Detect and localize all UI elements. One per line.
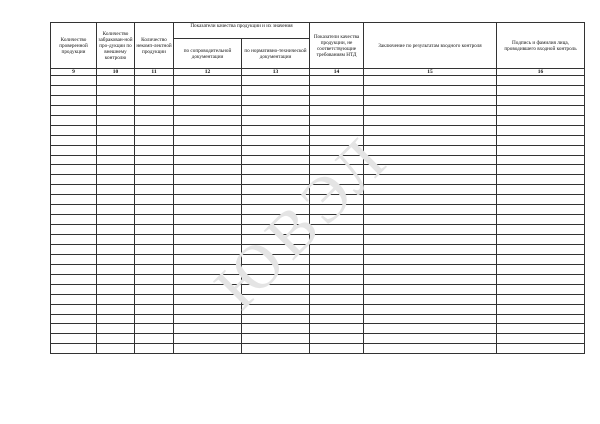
table-cell — [497, 244, 585, 254]
table-cell — [135, 284, 174, 294]
table-cell — [497, 344, 585, 354]
table-cell — [497, 125, 585, 135]
table-row — [51, 304, 585, 314]
table-row — [51, 254, 585, 264]
table-cell — [497, 324, 585, 334]
table-cell — [174, 95, 242, 105]
table-cell — [497, 95, 585, 105]
table-cell — [174, 264, 242, 274]
table-cell — [310, 254, 364, 264]
table-cell — [174, 135, 242, 145]
table-cell — [310, 244, 364, 254]
table-cell — [242, 294, 310, 304]
table-row — [51, 115, 585, 125]
table-cell — [174, 254, 242, 264]
table-cell — [364, 344, 497, 354]
table-row — [51, 314, 585, 324]
column-number: 16 — [497, 69, 585, 76]
table-cell — [135, 175, 174, 185]
table-cell — [51, 274, 97, 284]
table-row — [51, 165, 585, 175]
table-row — [51, 155, 585, 165]
table-row — [51, 105, 585, 115]
table-cell — [174, 304, 242, 314]
table-cell — [135, 145, 174, 155]
column-number: 13 — [242, 69, 310, 76]
table-cell — [364, 105, 497, 115]
table-cell — [135, 294, 174, 304]
table-cell — [174, 235, 242, 245]
table-cell — [310, 185, 364, 195]
table-cell — [310, 155, 364, 165]
table-cell — [364, 304, 497, 314]
table-cell — [364, 225, 497, 235]
table-cell — [242, 175, 310, 185]
table-cell — [364, 165, 497, 175]
table-cell — [242, 274, 310, 284]
table-row — [51, 344, 585, 354]
table-cell — [242, 145, 310, 155]
table-cell — [242, 324, 310, 334]
table-cell — [135, 195, 174, 205]
table-cell — [97, 85, 135, 95]
table-cell — [51, 344, 97, 354]
table-row — [51, 85, 585, 95]
table-cell — [174, 225, 242, 235]
table-cell — [97, 95, 135, 105]
table-cell — [310, 284, 364, 294]
table-cell — [174, 105, 242, 115]
table-cell — [174, 175, 242, 185]
table-cell — [497, 195, 585, 205]
table-cell — [310, 225, 364, 235]
table-cell — [242, 195, 310, 205]
table-cell — [51, 85, 97, 95]
table-cell — [97, 304, 135, 314]
table-cell — [174, 344, 242, 354]
table-cell — [51, 76, 97, 86]
table-cell — [51, 155, 97, 165]
table-row — [51, 195, 585, 205]
table-cell — [51, 195, 97, 205]
table-cell — [242, 334, 310, 344]
table-cell — [97, 294, 135, 304]
table-cell — [364, 115, 497, 125]
table-cell — [497, 185, 585, 195]
table-cell — [97, 274, 135, 284]
table-cell — [51, 264, 97, 274]
table-cell — [497, 334, 585, 344]
table-cell — [497, 235, 585, 245]
table-cell — [51, 225, 97, 235]
table-cell — [51, 105, 97, 115]
table-cell — [97, 334, 135, 344]
table-cell — [174, 115, 242, 125]
table-row — [51, 145, 585, 155]
table-cell — [51, 284, 97, 294]
table-cell — [364, 195, 497, 205]
table-cell — [97, 155, 135, 165]
table-cell — [310, 324, 364, 334]
table-cell — [364, 85, 497, 95]
table-cell — [97, 264, 135, 274]
table-cell — [135, 105, 174, 115]
table-cell — [497, 85, 585, 95]
table-cell — [242, 284, 310, 294]
table-cell — [364, 244, 497, 254]
table-cell — [497, 274, 585, 284]
table-cell — [310, 125, 364, 135]
table-cell — [310, 145, 364, 155]
table-cell — [242, 165, 310, 175]
table-cell — [97, 125, 135, 135]
table-row — [51, 185, 585, 195]
table-cell — [497, 215, 585, 225]
table-cell — [135, 115, 174, 125]
table-cell — [97, 145, 135, 155]
table-cell — [497, 254, 585, 264]
table-cell — [364, 235, 497, 245]
table-cell — [97, 185, 135, 195]
table-row — [51, 215, 585, 225]
table-cell — [364, 215, 497, 225]
table-cell — [310, 314, 364, 324]
table-cell — [310, 294, 364, 304]
table-cell — [242, 235, 310, 245]
table-cell — [174, 205, 242, 215]
table-cell — [174, 155, 242, 165]
table-cell — [51, 115, 97, 125]
table-cell — [242, 105, 310, 115]
table-cell — [364, 284, 497, 294]
table-cell — [310, 264, 364, 274]
table-cell — [242, 244, 310, 254]
table-cell — [97, 244, 135, 254]
table-row — [51, 135, 585, 145]
table-cell — [242, 155, 310, 165]
header-by-accompanying-docs: по сопроводительной документации — [174, 39, 242, 69]
table-cell — [135, 314, 174, 324]
column-number: 10 — [97, 69, 135, 76]
table-cell — [51, 334, 97, 344]
table-cell — [135, 235, 174, 245]
table-cell — [242, 215, 310, 225]
table-cell — [97, 135, 135, 145]
table-cell — [497, 264, 585, 274]
header-quality-indicators-group: Показатели качества продукции и их значения — [174, 23, 310, 39]
table-cell — [242, 264, 310, 274]
table-cell — [242, 115, 310, 125]
table-cell — [242, 185, 310, 195]
table-cell — [310, 95, 364, 105]
table-cell — [310, 215, 364, 225]
table-cell — [310, 105, 364, 115]
table-cell — [364, 125, 497, 135]
table-cell — [135, 76, 174, 86]
table-cell — [51, 235, 97, 245]
table-cell — [97, 215, 135, 225]
table-cell — [364, 314, 497, 324]
table-cell — [97, 225, 135, 235]
watermark: ЮВЭЛ — [200, 120, 403, 323]
table-cell — [135, 344, 174, 354]
table-cell — [310, 334, 364, 344]
table-cell — [135, 165, 174, 175]
table-cell — [364, 205, 497, 215]
table-cell — [310, 195, 364, 205]
table-cell — [174, 334, 242, 344]
table-cell — [310, 76, 364, 86]
table-cell — [97, 344, 135, 354]
table-cell — [51, 135, 97, 145]
table-cell — [174, 215, 242, 225]
table-cell — [174, 185, 242, 195]
table-row — [51, 235, 585, 245]
table-cell — [51, 215, 97, 225]
table-cell — [174, 85, 242, 95]
table-cell — [242, 225, 310, 235]
table-cell — [97, 235, 135, 245]
table-cell — [364, 294, 497, 304]
table-cell — [310, 344, 364, 354]
table-cell — [242, 95, 310, 105]
header-conclusion: Заключение по результатам входного контроля — [364, 23, 497, 69]
table-body — [51, 76, 585, 354]
table-cell — [135, 85, 174, 95]
table-cell — [242, 304, 310, 314]
table-cell — [364, 145, 497, 155]
table-cell — [51, 294, 97, 304]
table-cell — [51, 254, 97, 264]
column-number: 14 — [310, 69, 364, 76]
table-cell — [51, 165, 97, 175]
table-cell — [364, 264, 497, 274]
table-cell — [135, 274, 174, 284]
table-cell — [51, 314, 97, 324]
header-checked-quantity: Количество проверенной продукции — [51, 23, 97, 69]
table-cell — [242, 135, 310, 145]
table-cell — [497, 284, 585, 294]
inspection-log-table — [50, 22, 585, 354]
table-cell — [242, 344, 310, 354]
header-nonconforming-indicators: Показатели качества продукции, не соответствующие требованиям НТД — [310, 23, 364, 69]
column-number: 15 — [364, 69, 497, 76]
table-cell — [51, 185, 97, 195]
table-cell — [174, 324, 242, 334]
table-cell — [364, 175, 497, 185]
table-cell — [174, 125, 242, 135]
column-number-row — [51, 69, 585, 76]
table-cell — [310, 274, 364, 284]
table-cell — [135, 304, 174, 314]
table-row — [51, 334, 585, 344]
table-cell — [242, 254, 310, 264]
table-cell — [51, 125, 97, 135]
table-cell — [135, 324, 174, 334]
table-row — [51, 225, 585, 235]
table-cell — [242, 76, 310, 86]
table-cell — [97, 284, 135, 294]
table-cell — [174, 76, 242, 86]
table-row — [51, 274, 585, 284]
table-cell — [310, 135, 364, 145]
table-cell — [310, 85, 364, 95]
table-cell — [310, 205, 364, 215]
table-cell — [135, 135, 174, 145]
table-row — [51, 264, 585, 274]
table-cell — [497, 105, 585, 115]
table-cell — [97, 205, 135, 215]
table-cell — [51, 304, 97, 314]
table-cell — [497, 314, 585, 324]
column-number: 12 — [174, 69, 242, 76]
table-cell — [135, 264, 174, 274]
table-row — [51, 294, 585, 304]
table-cell — [364, 135, 497, 145]
table-cell — [97, 324, 135, 334]
table-cell — [135, 185, 174, 195]
table-cell — [97, 115, 135, 125]
table-cell — [310, 165, 364, 175]
table-cell — [310, 304, 364, 314]
table-cell — [497, 76, 585, 86]
table-cell — [135, 225, 174, 235]
table-cell — [242, 205, 310, 215]
table-cell — [364, 185, 497, 195]
table-cell — [51, 205, 97, 215]
table-cell — [135, 215, 174, 225]
table-cell — [51, 175, 97, 185]
table-cell — [497, 155, 585, 165]
table-cell — [497, 205, 585, 215]
table-cell — [364, 254, 497, 264]
table-cell — [51, 324, 97, 334]
table-cell — [497, 175, 585, 185]
table-row — [51, 125, 585, 135]
table-cell — [497, 304, 585, 314]
table-cell — [174, 165, 242, 175]
table-cell — [310, 235, 364, 245]
table-cell — [364, 274, 497, 284]
table-cell — [364, 324, 497, 334]
column-number: 9 — [51, 69, 97, 76]
table-cell — [174, 314, 242, 324]
table-row — [51, 205, 585, 215]
table-cell — [364, 155, 497, 165]
table-cell — [242, 125, 310, 135]
table-cell — [242, 85, 310, 95]
table-cell — [135, 205, 174, 215]
table-cell — [135, 155, 174, 165]
column-number: 11 — [135, 69, 174, 76]
table-cell — [174, 274, 242, 284]
table-cell — [364, 334, 497, 344]
table-cell — [174, 294, 242, 304]
table-row — [51, 244, 585, 254]
table-cell — [174, 145, 242, 155]
table-cell — [174, 244, 242, 254]
table-cell — [97, 254, 135, 264]
table-cell — [135, 125, 174, 135]
table-cell — [97, 165, 135, 175]
table-cell — [97, 195, 135, 205]
table-cell — [135, 95, 174, 105]
table-cell — [497, 135, 585, 145]
table-cell — [51, 145, 97, 155]
table-cell — [135, 244, 174, 254]
table-cell — [310, 175, 364, 185]
header-inspector-signature: Подпись и фамилия лица, проводившего входной контроль — [497, 23, 585, 69]
table-cell — [174, 284, 242, 294]
table-row — [51, 324, 585, 334]
table-cell — [135, 254, 174, 264]
table-cell — [497, 165, 585, 175]
table-cell — [497, 225, 585, 235]
table-cell — [497, 115, 585, 125]
table-cell — [135, 334, 174, 344]
header-incomplete-quantity: Количество некомп-лектной продукции — [135, 23, 174, 69]
table-cell — [242, 314, 310, 324]
table-row — [51, 95, 585, 105]
table-cell — [497, 145, 585, 155]
table-cell — [51, 95, 97, 105]
table-cell — [174, 195, 242, 205]
table-cell — [364, 95, 497, 105]
table-cell — [51, 244, 97, 254]
table-cell — [97, 314, 135, 324]
table-cell — [497, 294, 585, 304]
header-rejected-quantity: Количество забракован-ной про-дукции по внешнему контролю — [97, 23, 135, 69]
table-cell — [97, 175, 135, 185]
header-by-normative-docs: по нормативно-технической документации — [242, 39, 310, 69]
table-row — [51, 175, 585, 185]
table-row — [51, 284, 585, 294]
table-cell — [310, 115, 364, 125]
table-cell — [97, 105, 135, 115]
table-cell — [364, 76, 497, 86]
table-cell — [97, 76, 135, 86]
table-row — [51, 76, 585, 86]
